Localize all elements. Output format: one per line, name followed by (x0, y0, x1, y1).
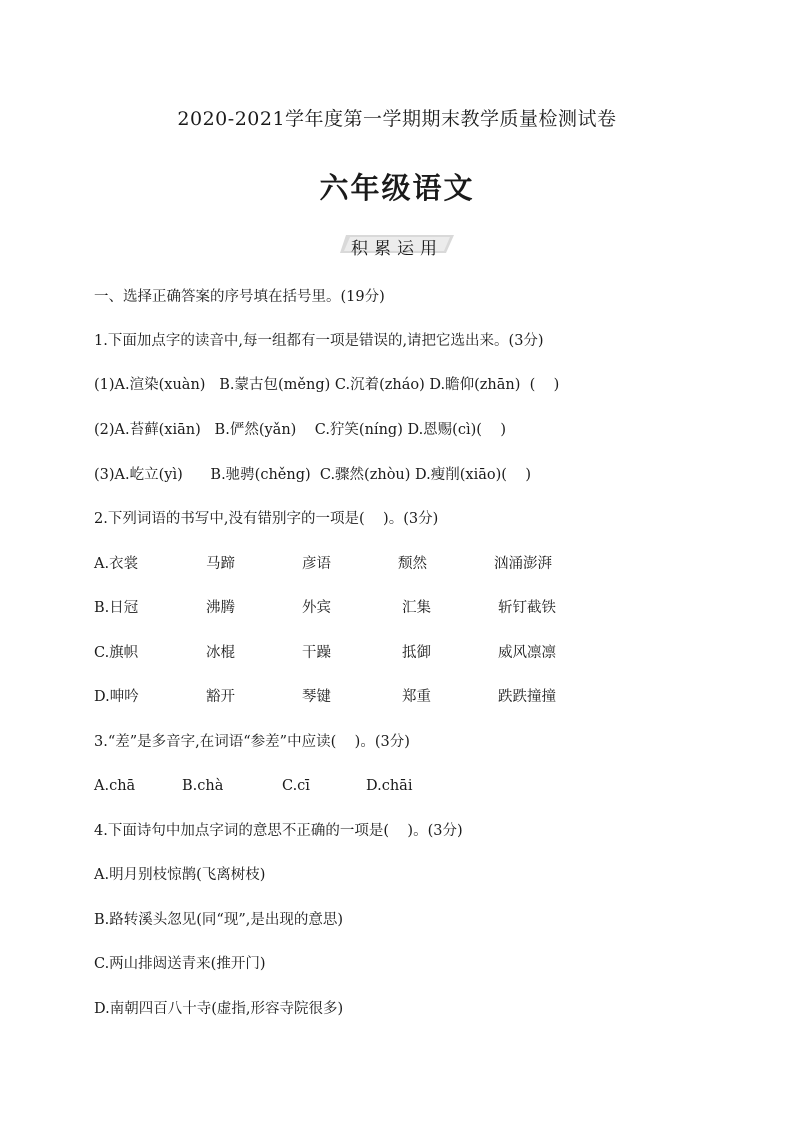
exam-title: 2020-2021学年度第一学期期末教学质量检测试卷 (177, 108, 617, 130)
q2-cell: 干躁 (302, 645, 331, 661)
q1-row-1: (1)A.渲染(xuàn) B.蒙古包(měng) C.沉着(zháo) D.瞻仰(zhān) ( ) (94, 377, 560, 393)
q2-stem: 2.下列词语的书写中,没有错别字的一项是( )。(3分) (94, 511, 439, 527)
q4-stem: 4.下面诗句中加点字词的意思不正确的一项是( )。(3分) (94, 823, 463, 839)
q2-cell: A.衣裳 (94, 556, 139, 572)
q2-cell: 沸腾 (206, 600, 235, 616)
q2-cell: 外宾 (302, 600, 331, 616)
q4-option: B.路转溪头忽见(同“现”,是出现的意思) (94, 912, 344, 928)
section-label: 积累运用 (351, 239, 443, 259)
q4-option: C.两山排闼送青来(推开门) (94, 956, 266, 972)
q2-cell: 郑重 (402, 689, 431, 705)
section-banner (340, 233, 454, 259)
q3-stem: 3.“差”是多音字,在词语“参差”中应读( )。(3分) (94, 734, 410, 750)
q2-cell: 跌跌撞撞 (498, 689, 556, 705)
q2-cell: 豁开 (206, 689, 235, 705)
q2-cell: 冰棍 (206, 645, 235, 661)
q2-cell: 颓然 (398, 556, 427, 572)
q1-stem: 1.下面加点字的读音中,每一组都有一项是错误的,请把它选出来。(3分) (94, 333, 544, 349)
q2-cell: 马蹄 (206, 556, 235, 572)
q3-option: B.chà (182, 778, 224, 794)
q2-cell: D.呻吟 (94, 689, 139, 705)
q1-row-3: (3)A.屹立(yì) B.驰骋(chěng) C.骤然(zhòu) D.瘦削(xiāo)( ) (94, 467, 532, 483)
q1-row-2: (2)A.苔藓(xiān) B.俨然(yǎn) C.狞笑(níng) D.恩赐(cì)( ) (94, 422, 506, 438)
subject-title: 六年级语文 (319, 171, 475, 205)
part1-heading: 一、选择正确答案的序号填在括号里。(19分) (94, 289, 385, 305)
q2-cell: 琴键 (302, 689, 331, 705)
q3-option: D.chāi (366, 778, 413, 794)
q4-option: A.明月别枝惊鹊(飞离树枝) (94, 867, 266, 883)
q3-option: C.cī (282, 778, 310, 794)
q2-cell: 彦语 (302, 556, 331, 572)
q4-option: D.南朝四百八十寺(虚指,形容寺院很多) (94, 1001, 344, 1017)
q3-option: A.chā (94, 778, 136, 794)
q2-cell: B.日冠 (94, 600, 139, 616)
q2-cell: 汹涌澎湃 (494, 556, 552, 572)
q2-cell: C.旗帜 (94, 645, 139, 661)
q2-cell: 汇集 (402, 600, 431, 616)
q2-cell: 威风凛凛 (498, 645, 556, 661)
q2-cell: 抵御 (402, 645, 431, 661)
q2-cell: 斩钉截铁 (498, 600, 556, 616)
